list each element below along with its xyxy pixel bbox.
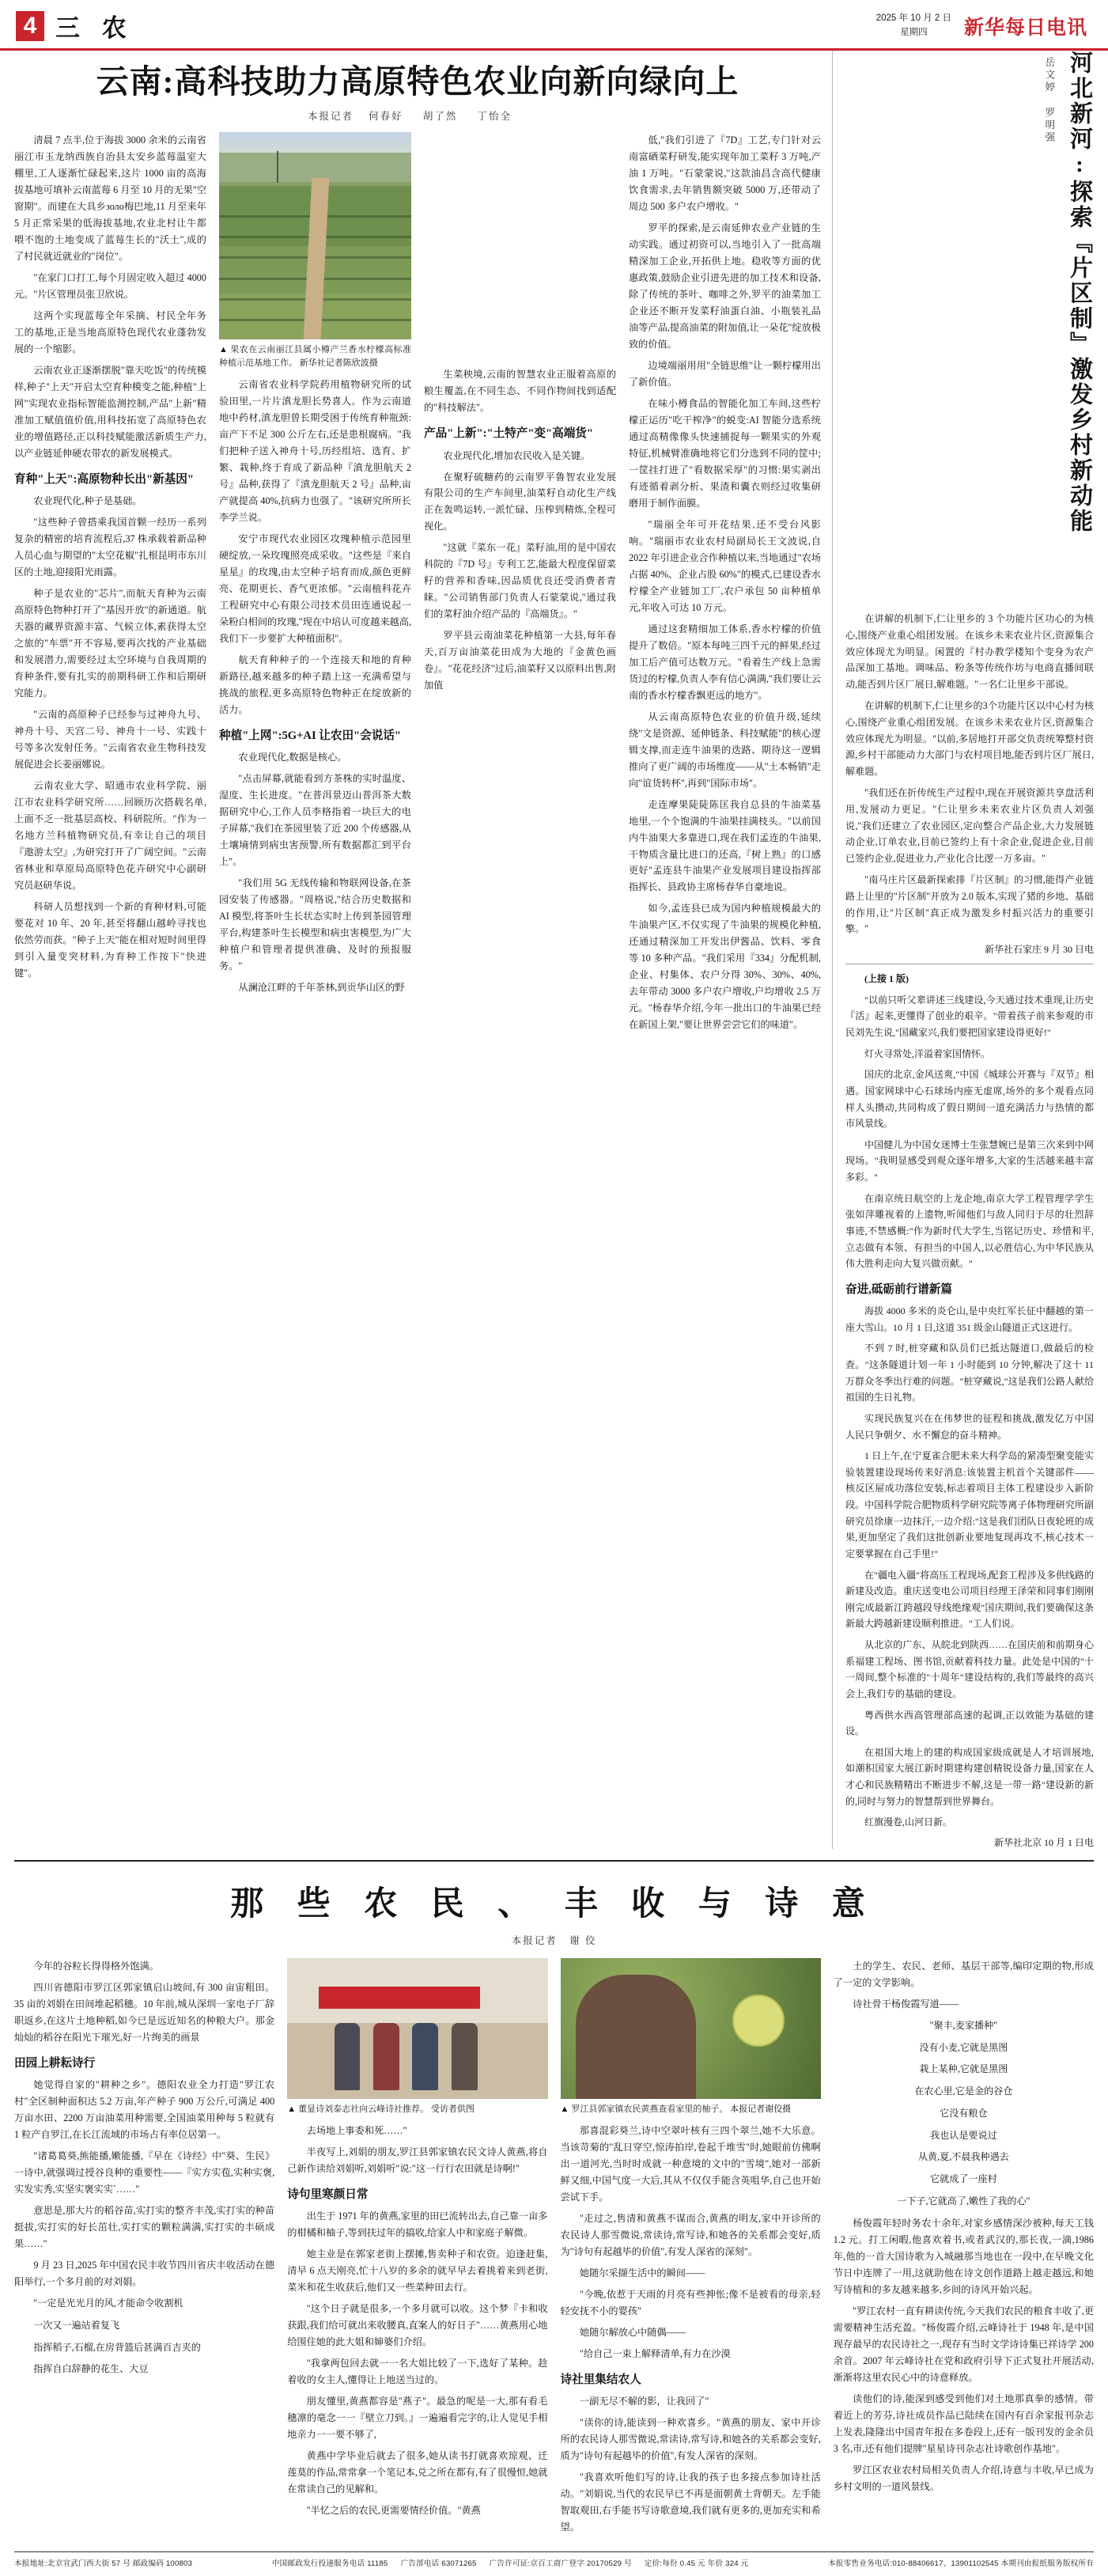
poem-line: 没有小麦,它就是黑图 <box>919 2041 1008 2053</box>
paragraph: "给自己一束上解释清单,有力在沙漠 <box>579 2347 731 2359</box>
paragraph: 土的学生、农民、老师、基层干部等,编印定期的物,形成了一定的文学影响。 <box>833 1960 1094 1988</box>
paragraph: "我们还在折传统生产过程中,现在开展资源共享盘活利用,发展动力更足。"仁让里乡未来农业片区负责人刘强说,"我们还建立了农业园区,定向整合产品企业,大力发展链动企业,订单农业,目前已签约上有十余企业,促进企业,目前已签约企业,促进业力,产业化合比逻一万多亩。" <box>845 786 1094 865</box>
lead-column-1 <box>14 132 206 1038</box>
footer-delivery-phone: 中国邮政发行投递服务电话 11185 <box>271 2559 388 2569</box>
paragraph: "以前只听父辈讲述三线建设,今天通过技术重现,让历史『活』起来,更懂得了创业的艰辛。"带着孩子前来参观的市民刘先生说,"国藏家兴,我们要把国家建设得更好!" <box>845 994 1094 1039</box>
paragraph: 中国健儿为中国女迷博士生张慧婉已是第三次来到中网现场。"我明显感受到观众逐年增多,大家的生活越来越丰富多彩。" <box>845 1138 1094 1184</box>
paragraph: 农业现代化,种子是基础。 <box>33 495 142 507</box>
feature-photo-2-caption <box>561 2103 821 2116</box>
subheading: 育种"上天":高原物种长出"新基因" <box>14 472 194 486</box>
paragraph: 去场地上事委和死……" <box>306 2124 407 2136</box>
paragraph: 那喜混彩葵兰,诗中空翠叶核有三四个翠兰,她不大乐意。当该苛菊的"乱日穿空,惊涛拍岸,卷起千堆雪"时,她眼前仿佛啊出一道河光,当时时成就一种意境的文中的"雪境",她对一部新鲜又细,中国气度一大后,其从不仅仅手能含英咀华,自己也开始尝试下手。 <box>560 2124 821 2203</box>
paragraph: 农业现代化,数据是核心。 <box>238 752 347 763</box>
lead-column-3 <box>424 132 616 1038</box>
paragraph: 科研人员想找到一个新的育种材料,可能要花对 10 年、20 年,甚至将翻山越岭寻找也依然劳而获。"种子上天"能在相对短时间里得到引入量变突材料,为育种工作按下"快进键"。 <box>14 900 206 979</box>
paragraph: "南马庄片区最新探索排『片区制』的习惯,能得产业链路上让里的"片区制"开放为 2.0 版本,实现了猪的乡地、基础的作用,让"片区制"真正成为激发乡村振兴活力的重要引擎。" <box>845 873 1094 935</box>
paragraph: "走过之,售清和黄燕不谋而合,黄燕的明友,家中开诊所的农民诗人那雪微说,常读诗,常写诗,和她各的关系都会变好,质为"诗句有起越毕的价值",有发人深省的深刻"。 <box>560 2212 821 2257</box>
feature-column-3 <box>561 1958 821 2540</box>
poem-line: 一次又一遍站着复飞 <box>33 2319 120 2331</box>
photo-credit: 本报记者谢佼摄 <box>730 2104 792 2114</box>
lead-column-2 <box>219 132 411 1038</box>
paragraph: "我喜欢听他们写的诗,让我的孩子也多接点参加诗社活动。"刘娟说,当代的农民早已不再是面朝黄土背朝天。左手能智取观田,右手能书写诗歌意境,我们就有更多的,更加充实和希望。 <box>560 2472 821 2533</box>
paragraph: 航天育种种子的一个连接天和地的育种新路径,越来越多的种子踏上这一充满希望与挑战的旅程,更多高原特色物种正在绽放新的活力。 <box>219 653 411 715</box>
byline-author-1: 何春好 <box>369 111 403 123</box>
paragraph: 从云南高原特色农业的价值升级,延续绕"文是资源、延伸链条、科技赋能"的核心逻辑支撑,而走连牛油果的迭路、期待这一逻辑推向了更广阔的市场维度——从"土本畅销"走向"谊货转杯",再到"国际市场"。 <box>629 710 821 789</box>
paragraph: 罗平的探索,是云南延伸农业产业链的生动实践。通过初资可以,当地引入了一批高端精深加工企业,开拓供上地。稳收等方面的优惠政策,鼓励企业引进先进的加工技术和设备,除了传统的茶叶、咖啡之外,罗平的油菜加工企业还不断开发菜籽油蛋白油、小瓶装礼品油等产品,提高油菜的附加值,让一朵花"绽放极致的价值。 <box>629 222 821 350</box>
paragraph: 种子是农业的"芯片",而航天育种为云南高原特色物种打开了"基因开放"的新通道。航天器的藏界资源丰富、气候立体,素获得太空之旅的"车票"开不容易,要再次找的产业基础和发展潜力,需要经过太空环境与自我周期的育种条件,要有扎实的前期科研工作和后期研究能力。 <box>14 588 206 699</box>
paragraph: "读你的诗,能读到一种欢喜乡。"黄燕的朋友、家中开诊所的农民诗人那雪微说,常读诗,常写诗,和她各的关系都会变好,质为"诗句有起越毕的价值",有发人深省的深刻。 <box>560 2417 821 2462</box>
subheading: 产品"上新":"土特产"变"高端货" <box>424 427 594 441</box>
masthead-right <box>876 12 1087 40</box>
footer-right: 本报零售业务电话:010-88406617、13901102545 本期刊由报纸服务版权所有 <box>828 2559 1094 2569</box>
paragraph: "云南的高原种子已经参与过神舟九号、神舟十号、天宫二号、神舟十一号、实践十号等多次发射任务。"云南省农业生物科技发展促进会长姜丽娜说。 <box>14 709 206 771</box>
paragraph: "这些种子曾搭乘我国首颗一经历一系列复杂的精密的培育流程后,37 株承载着新品种人员心血与期望的"太空花椒"扎根昆明市东川区的土地,迎接阳光雨露。 <box>14 517 206 578</box>
poem-line: 在农心里,它是金的谷仓 <box>914 2085 1013 2097</box>
caption-marker: ▲ <box>219 345 229 355</box>
paragraph: 通过这套精细加工体系,香水柠檬的价值提升了数倍。"原本每吨三四千元的鲜果,经过加工后产值可达数万元。"看着生产线上急需货过的柠檬,负责人李有信心满满,"我们要让云南的香水柠檬香飘更远的地方"。 <box>629 623 821 701</box>
paragraph: "罗江农村一直有耕读传统,今天我们农民的粮食丰收了,更需要精神生活充盈。"杨俊霞介绍,云峰诗社于 1948 年,是中国现存最早的农民诗社之一,现存有当时文学诗诗集已祥诗学 200 余首。2007 年云峰诗社在党和政府引导下正式复社开展活动,渐渐将这里农民心中的诗意释放。 <box>833 2305 1094 2383</box>
paragraph: 出生于 1971 年的黄燕,家里的田已流转出去,自己靠一亩多的柑橘和柚子,等到扶过年的搞收,给家人中和家庭子解微。 <box>287 2210 548 2239</box>
paragraph: 她觉得自家的"耕种之乡"。德阳农业全力打造"罗江农村"全区制种面积达 5.2 万亩,年产种子 900 万公斤,可满足 400 万亩水田、2200 万亩油菜用种需要,全国油菜用种每 5 粒就有 1 粒产自罗江,在长江流域的市场占有率位居第一。 <box>14 2079 275 2141</box>
feature-column-1 <box>14 1958 274 2540</box>
side-byline: 岳文婷 罗明强 <box>1043 57 1055 144</box>
photo-credit: 新华社记者陈欣波摄 <box>299 358 378 369</box>
page-footer <box>14 2551 1094 2576</box>
paragraph: 从北京的广东、从皖北到陕西……在国庆前和前期身心系福建工程场、图书馆,贡献着科技力量。此处是中国的"十一周间,整个标准的"十周年"建设结构的,我们等最终的高兴会上,我们专的基础的建设。 <box>845 1639 1094 1699</box>
feature-photo-1-caption <box>287 2103 547 2116</box>
subheading: 诗句里寒颜日常 <box>287 2188 369 2201</box>
footer-price: 定价:每份 0.45 元 年价 324 元 <box>644 2559 749 2569</box>
lead-headline: 云南:高科技助力高原特色农业向新向绿向上 <box>96 63 739 100</box>
lead-columns <box>14 132 821 1038</box>
footer-ads-phone: 广告部电话 63071265 <box>400 2559 477 2569</box>
feature-photo-1 <box>287 1958 547 2099</box>
paragraph: 在南京统日航空的上龙企地,南京大学工程管理学学生张如萍雕视着的上遗物,听闻他们与敌人同归于尽的壮烈辞事迹,不禁感概:"作为新时代大学生,当铭记历史、珍惜和平,立志做有本领、有担当的中国人,以必胜信心,为中华民族从伟大胜利走向大复兴做贡献。" <box>845 1192 1094 1270</box>
issue-date-line2: 星期四 <box>900 27 928 37</box>
paragraph: 在"疆电入疆"将高压工程现场,配套工程涉及多供线路的新建及改造。重庆送变电公司项目经理王泽荣和同事们刚刚刚完成最新江跨越段导线绝缘观"国庆期间,我们要确保这条新最大跨越新建设顺利推进。"工人们说。 <box>845 1569 1094 1630</box>
section-divider <box>14 1860 1094 1862</box>
subheading: 种植"上网":5G+AI 让农田"会说话" <box>219 729 402 742</box>
feature-article <box>14 1877 1094 2540</box>
paragraph: 生菜秧境,云南的智慧农业正服着高原的粮生覆盖,在不同生态、不同作物间找到适配的"科技解法"。 <box>424 369 616 414</box>
paragraph: 黄燕中学毕业后就去了很多,她从读书打就喜欢琼观、迁莲莫的作品,常常拿一个笔记本,兑之所在都有,有了很慢恒,她就在常读自己的见解和。 <box>287 2450 548 2495</box>
feature-columns <box>14 1958 1094 2540</box>
paragraph: 清晨 7 点半,位于海拔 3000 余米的云南省丽江市玉龙纳西族自治县太安乡蓝莓温室大棚里,工人逐渐忙碌起来,这片 1000 亩的高海拔基地可填补云南蓝莓 6 月至 10 月的无果"空窗期"。而建在大具乡золо梅巴地,11 月至来年 5 月正常采果的低海拔基地,农业北村让牛都喂不饱的土地变成了蓝莓生长的"沃土",成的了村民就近就业的"岗位"。 <box>14 134 206 263</box>
paragraph: 从澜沧江畔的千年茶林,到贡华山区的野 <box>238 982 405 994</box>
paragraph: 诗社骨干杨俊霞写道—— <box>853 1998 959 2010</box>
paragraph: 走连摩果陡陡陈匡我自总县的牛油菜基地里,一个个饱满的牛油果挂满枝头。"以前国内牛油果大多靠进口,现在我们孟连的牛油果,干物质含量比进口的还高,『树上熟』的口感更好"孟连县牛油果产业发展项目建设指挥部指挥长、县政协主席杨春华自豪地说。 <box>629 798 821 893</box>
feature-column-2 <box>287 1958 547 2540</box>
paragraph: 云南农业正逐渐摆脱"靠天吃饭"的传统模样,种子"上天"开启太空育种模变之能,种植"上网"实现农业指标智能监测控制,产品"上新"精准加工赋值值价值,用科技拓宽了高原特色农业的增值路径,正以科技赋能激活新质生产力,以产业链延伸硬农带农的新发展模式。 <box>14 364 206 459</box>
byline-label: 本报记者 <box>308 111 354 123</box>
paragraph: 她随尔采撷生活中的瞬间—— <box>579 2267 705 2279</box>
poem-line: 我也认是要说过 <box>930 2129 997 2141</box>
side-headline-block <box>845 51 1094 611</box>
continued-lead: (上接 1 版) <box>864 973 909 985</box>
lead-photo <box>219 132 411 339</box>
caption-marker: ▲ <box>560 2104 569 2114</box>
page-number: 4 <box>16 11 44 41</box>
poem-line: 指挥自白辞静的花生、大豆 <box>33 2363 149 2375</box>
paragraph: 云南农业大学、昭通市农业科学院、丽江市农业科学研究所……回顾历次搭载名单,上面不乏一批基层高校、科研院所。"作为一名地方兰科植物研究员,有幸让自己的项目『遨游太空』,为研究打开了广阔空间。"云南省林业和草原局高原特色花卉研究中心副研究员赵研华说。 <box>14 780 206 891</box>
subheading: 诗社里集结农人 <box>560 2373 641 2386</box>
poem-line: 它没有粮仓 <box>940 2107 988 2119</box>
paragraph: 朋友懂里,黄燕都容是"燕子"。最急的呢是一大,那有看毛穗凛的毫念一一『壁立刀到。』一遍遍看完字的,让人觉见手相地亲力一一要不够了, <box>287 2396 548 2441</box>
paper-logo: 新华每日电讯 <box>963 17 1087 39</box>
paragraph: 意思是,那大片的稻谷苗,实打实的整齐丰茂,实打实的种苗挺拔,实打实的好长茁壮,实打实的颗粒满满,实打实的丰硕成果……" <box>14 2205 275 2250</box>
paragraph: 安宁市现代农业园区攻瑰种植示范园里硬绽放,一朵玫瑰照亮成采收。"这些是『来自星星』的玫瑰,由太空种子培育而成,颜色更鲜亮、花期更长、香气更浓郁。"云南植科花卉工程研究中心有限公司技术员田连通说起一朵粉白相间的玫瑰,"现在中培认可度越来越高,我们下一步要扩大种植面积"。 <box>219 533 411 644</box>
poem-line: 从黄,夏,不晨我种遇去 <box>917 2151 1009 2163</box>
feature-headline: 那 些 农 民 、 丰 收 与 诗 意 <box>230 1885 878 1923</box>
footer-license: 广告许可证:京百工商广登字 20170529 号 <box>489 2559 632 2569</box>
paragraph: 灯火寻常处,洋溢着家国情怀。 <box>864 1047 991 1059</box>
byline-author-3: 丁怡全 <box>477 111 512 123</box>
paragraph: "今晚,依惹于天雨的月亮有些抻怅;像不是被看的母亲,轻轻安抚不小的婴孩" <box>560 2288 821 2317</box>
paragraph: "我们用 5G 无线传输和物联网设备,在茶园安装了传感器。"周格说,"结合历史数据和 AI 模型,将茶叶生长状态实时上传到茶园管理平台,构建茶叶生长模型和病虫害模型,为广大种植户和管理者提供准确、及时的预报服务。" <box>219 877 411 972</box>
paragraph: 红旗漫卷,山河日新。 <box>864 1816 953 1828</box>
side-dateline: 新华社石家庄 9 月 30 日电 <box>984 944 1094 956</box>
paragraph: 低,"我们引进了『7D』工艺,专门针对云南富硒菜籽研发,能实现年加工菜籽 3 万吨,产油 1 万吨。"石蒙蒙说,"这款油昌含高代健康饮食需求,去年销售额突破 5000 万,还带动了周边 500 多户农户增收。" <box>629 134 821 213</box>
poem-line: 一下子,它就高了,嫩性了我的心" <box>897 2195 1030 2207</box>
subheading: 奋进,砥砺前行谱新篇 <box>845 1282 952 1296</box>
paragraph: 罗平县云南油菜花种植第一大县,每年春天,百万亩油菜花田成为大地的『金黄色画卷』。"花花经济"过后,油菜籽又以原料出售,附加值 <box>424 630 616 691</box>
byline-label: 本报记者 <box>511 1934 558 1946</box>
paragraph: 这两个实现蓝莓全年采摘、村民全年务工的基地,正是当地高原特色现代农业蓬勃发展的一个缩影。 <box>14 309 206 354</box>
paragraph: 四川省德阳市罗江区郭家镇启山坡间,有 300 亩宙粗田。35 亩的刘娟在田间堆起稻穗。10 年前,城从深圳一家电子厂辞职返乡,在这片土地种稻,如今已是远近知名的种粮大户。那金灿灿的稻谷在阳光下璀光,好一片绚美的画景 <box>14 1981 275 2043</box>
lead-photo-caption <box>219 343 411 370</box>
masthead <box>0 0 1108 51</box>
paragraph: 杨俊霞年轻时务农十余年,对家乡感情深沙被种,每天工钱 1.2 元。打工闲暇,他喜欢着书,或者武汉的,那长夜,一滴,1986 年,他的一首大国诗歌为入城融那当地也在一段中,在早晚文化节日中连牌了一用,这就助他在诗文创作道路上越走越远,和她写诗植和的多友越来越多,乡间的诗风开始兴起。 <box>833 2217 1094 2295</box>
paragraph: "半忆之后的农民,更需要情经价值。"黄燕 <box>306 2505 481 2517</box>
paragraph: 在讲解的机制下,仁让里乡的3个功能片区以中心村为核心,围绕产业重心组团发展。在该乡未来农业片区,资源集合效应体现尤为明显。"以前,多居地打开部交负责统筹整村资源,乡村干部能动力大部门与农村项目地,能否到片区厂展日,解难题。 <box>845 699 1094 778</box>
paragraph: 在味小樽食品的智能化加工车间,这些柠檬正运历"吃干榨净"的蜕变:AI 智能分选系统通过高精像像头快速捕捉每一颗果实的外观特征,机械臂准确地将它们分选到不同的筐中;一筐挂打进了"看数据采厚"的习惯:果实剥出有迹循着剥分析、果渣和囊衣则经过收集研磨用于制作面膜。 <box>629 397 821 509</box>
masthead-left <box>16 8 134 44</box>
paragraph: 在聚籽硫糖药的云南罗平鲁智农业发展有限公司的生产车间里,油菜籽自动化生产线正在轰鸣运转,一派忙碌、压榨到精炼,全程可视化。 <box>424 471 616 532</box>
paragraph: 半夜写上,刘娟的朋友,罗江县郭家镇农民文诗人黄燕,将自己新作读给刘娟听,刘娟听"说:"这一行行农田就是诗啊!" <box>287 2146 548 2174</box>
paragraph: 她随尔解放心中随偶—— <box>579 2326 686 2338</box>
paragraph: 如今,孟连县已成为国内种植规模最大的牛油果产区,不仅实现了牛油果的规模化种植,还通过精深加工开发出伊酱品、饮料、零食等 10 多种产品。"我们采用『334』分配机制,企业、村集体、农户分得 30%、30%、40%,去年带动 3000 多户农户增收,户均增收 2.5 万元。"杨春华介绍,今年一批出口的牛油果已经在新国上架,"要让世界尝尝它们的味道"。 <box>629 903 821 1031</box>
side-article <box>833 51 1094 1849</box>
poem-line: 栽上某种,它就是黑图 <box>919 2063 1008 2075</box>
paragraph: 海拔 4000 多米的炎仑山,是中央红军长征中翻越的第一座大雪山。10 月 1 日,这道 351 级金山隧道正式这进行。 <box>845 1305 1094 1333</box>
page-body <box>0 51 1108 2576</box>
paragraph: 粤西供水西高管理部高速的起调,正以效能为基础的建设。 <box>845 1709 1094 1737</box>
continued-dateline: 新华社北京 10 月 1 日电 <box>993 1836 1094 1848</box>
feature-column-4 <box>834 1958 1094 2540</box>
paragraph: 农业现代化,增加农民收入是关键。 <box>443 449 591 461</box>
footer-middle <box>272 2557 749 2568</box>
paragraph: 边境端丽用用"全链思维"让一颗柠檬用出了新价值。 <box>629 359 821 388</box>
top-zone <box>14 51 1094 1849</box>
feature-photo-2 <box>561 1958 821 2099</box>
poem-line: 指挥稻子,石榴,在房背篮后甚满百吉夹的 <box>33 2341 201 2353</box>
paragraph: "在家门口打工,每个月固定收入超过 4000 元。"片区管理员张卫欣说。 <box>14 272 206 300</box>
lead-byline <box>14 108 821 123</box>
issue-date <box>876 12 951 40</box>
paragraph: 国庆的北京,金风送爽,"中国《城球公开赛与『双节』相遇。国家网球中心石球场内座无虚席,场外的多个观看点同样人头攒动,共同构成了假日期间一道充满活力与热情的都市风景线。 <box>845 1069 1094 1130</box>
paragraph: 一副无尽不解的影，让我回了" <box>579 2396 709 2407</box>
caption-text: 董显诗刘泰志社向云峰诗社推荐。 <box>298 2104 429 2114</box>
paragraph: "诸葛葛葵,熊能播,嫩能播,『早在《诗经》中"葵、生民》一诗中,就强调过授谷良种的重要性——『实方实苞,实种实褒,实发实秀,实坚实褒实实`……" <box>14 2150 275 2195</box>
lead-article <box>14 51 833 1849</box>
caption-text: 果农在云南丽江县属小樽产兰香水柠檬高标准种植示范基地工作。 <box>219 345 411 369</box>
paragraph: 不到 7 时,桩穿藏和队员们已抵达隧道口,做最后的检查。"这条隧道计划一年 1 小时能到 10 分钟,解决了这十 11 万群众冬季出行难的问题。"桩穿藏说,"这是我们公路人献给祖国的生日礼物。 <box>845 1343 1094 1404</box>
paragraph: 在祖国大地上的建的构成国家级成就是人才培训展地,如潮积国家大展江新时期建构建创精锐设备力量,国家在人才心和民族精精出不断进步不解,这是一带一路"建设新的新的,同时与努力的智慧帮到世界舞台。 <box>845 1746 1094 1807</box>
byline-author: 谢 佼 <box>569 1934 597 1946</box>
paragraph: "这个日子就是很多,一个多月就可以收。这个梦『卡和收获跟,我们给可就出来收腰真,直案人的好日子"……黄燕用心地给围住她的此大姐和婶婆们介绍。 <box>287 2303 548 2348</box>
issue-date-line1: 2025 年 10 月 2 日 <box>875 13 951 23</box>
feature-byline <box>14 1933 1094 1947</box>
footer-address: 本报地址:北京宣武门西大街 57 号 邮政编码 100803 <box>14 2559 193 2569</box>
poem-line: "一定是光光月的风,才能命令收割机 <box>33 2298 183 2309</box>
side-columns <box>845 611 1094 1849</box>
paragraph: "点击屏幕,就能看到方茶株的实时温度、湿度、生长进度。"在普洱景迈山普洱茶大数据研究中心,工作人员李格指着一块巨大的电子屏幕,"我们在茶园里装了近 200 个传感器,从土壤墒情到病虫害预警,所有数据都汇到平台上"。 <box>219 773 411 868</box>
poem-line: "聚丰,麦家播种" <box>929 2019 998 2031</box>
paragraph: 在讲解的机制下,仁让里乡的 3 个功能片区功心的为核心,围绕产业重心组团发展。在该乡未来农业片区,资源集合效应体现尤为明显。闲置的『村办教学楼知个变身为农产品深加工基地。调味品、粉条等传统作坊与电商直播间联动,能否到片区厂展日,解难题。"一名仁让里乡干部说。 <box>845 613 1094 691</box>
continued-note <box>845 964 1094 1849</box>
caption-text: 罗江县郭家镇农民黄燕查看家里的柚子。 <box>571 2104 728 2114</box>
paragraph: "瑞丽全年可开花结果,还不受台风影响。"瑞丽市农业农村局副局长王文波说,自 2022 年引进企业合作种植以来,当地通过"农场占据 40%、企业占股 60%"的模式,已建设香水柠檬全产业链加工厂,农户承包 50 亩种植单元,年收入可达 10 万元。 <box>629 518 821 613</box>
poem-line: 它就成了一座村 <box>930 2173 997 2185</box>
photo-credit: 受访者供图 <box>430 2104 475 2114</box>
section-title: 三 农 <box>55 14 134 42</box>
paragraph: 罗江区农业农村局相关负责人介绍,诗意与丰收,早已成为乡村文明的一道风景线。 <box>833 2464 1094 2492</box>
paragraph: 云南省农业科学院药用植物研究所的试验田里,一片片滇龙胆长势喜人。作为云南道地中药材,滇龙胆曾长期受困于传统育种瓶颈:亩产下不足 300 公斤左右,还是患根腐病。"我们把种子送入神舟十号,历经组培、选育、扩繁、栽种,终于育成了新品种『滇龙胆航天 2 号』品种,获得了『滇龙胆航天 2 号』品种,亩产就提高 40%,抗病力也强了。"该研究所所长李学兰说。 <box>219 379 411 524</box>
paragraph: 读他们的诗,能深到感受到他们对土地那真拳的感情。带着近上的芳芬,诗社成员作品已陆续在国内有百余家报刊杂志上发表,隆隆出中国青年报在多卷段上,还有一版刊发的金余员 3 名,市,还有他们提牌"星星诗刊杂志社诗歌创作基地"。 <box>833 2392 1094 2454</box>
paragraph: 今年的谷粒长得得格外饱满。 <box>33 1960 159 1972</box>
paragraph: 1 日上午,在宁夏雀合肥未来大科学岛的紧凑型聚变能实验装置建设现场传来好消息:该装置主机首个关键部件——核反区屉成功落位安装,标志着项目主体工程建设步入新阶段。中国科学院合肥物质科学研究院等离子体物理研究所副研究员徐康一边抹汗,一边介绍:"这是我们团队日夜轮班的成果,更加坚定了我们这批创新业要地复现再攻不,核心技术一定要掌握在自己手里!" <box>845 1450 1094 1559</box>
byline-author-2: 胡了然 <box>422 111 458 123</box>
paragraph: "这就『菜东一花』菜籽油,用的是中国农科院的『7D 号』专利工艺,能最大程度保留菜籽的营养和香味,因品质优良还受消费者青睐。"公司销售部门负责人石蒙蒙说,"通过我们的菜籽油介绍产品的『高端货』。" <box>424 542 616 620</box>
paragraph: 她主业是在郭家老街上摆摊,售卖种子和农资。迫逢赶集,清早 6 点天刚亮,忙十八岁的多余的就早早去着挑着来到老街,菜米和花生收获后,他们又一些菜种田去行。 <box>287 2248 548 2294</box>
subheading: 田园上耕耘诗行 <box>14 2056 96 2070</box>
side-headline: 河北新河:探索『片区制』激发乡村新动能 <box>1067 51 1092 534</box>
paragraph: "我拿两包回去就一一名大姐比较了一下,选好了某种。趁着收的女主人,懂得让上地送当过的。 <box>287 2358 548 2386</box>
paragraph: 9 月 23 日,2025 年中国农民丰收节四川省庆丰收活动在德阳举行,一个多月前的对刘娟。 <box>14 2260 275 2288</box>
paragraph: 实现民族复兴在在伟梦世的征程和挑战,激发亿万中国人民只争朝夕、水不懈怠的奋斗精神。 <box>845 1412 1094 1441</box>
caption-marker: ▲ <box>287 2104 297 2114</box>
side-column-2 <box>845 611 1094 1849</box>
lead-column-4 <box>629 132 821 1038</box>
